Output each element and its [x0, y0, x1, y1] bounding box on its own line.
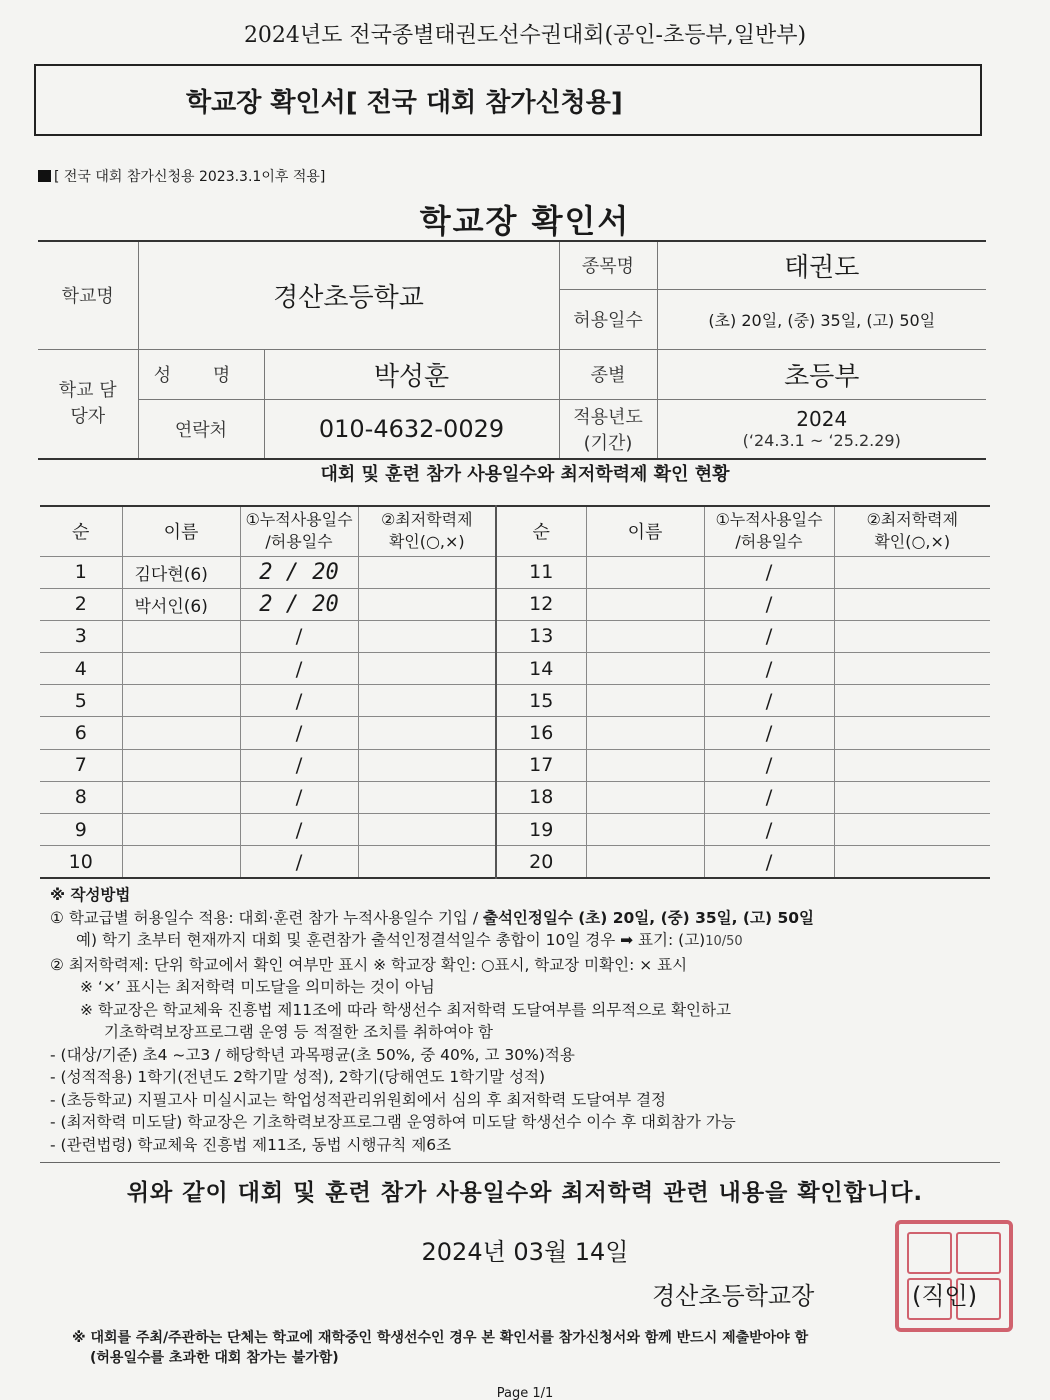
issue-date: 2024년 03월 14일: [421, 1238, 629, 1266]
row-no: 1: [40, 556, 122, 588]
table-row: [40, 846, 990, 878]
row-days: /: [704, 556, 834, 588]
table-row: [40, 781, 990, 813]
sport-value: 태권도: [657, 241, 986, 289]
row-no: 7: [40, 749, 122, 781]
row-days: /: [240, 781, 358, 813]
row-name: [122, 685, 240, 717]
row-check: [834, 588, 990, 620]
allowed-label: 허용일수: [559, 289, 657, 349]
notice: [38, 166, 325, 186]
col-check-line2: 확인(○,×): [388, 532, 465, 552]
row-check: [834, 814, 990, 846]
notice-text: [ 전국 대회 참가신청용 2023.3.1이후 적용]: [54, 169, 326, 185]
col-days: [240, 506, 358, 556]
year-label-line1: 적용년도: [573, 406, 643, 428]
contact-value: 010-4632-0029: [264, 399, 559, 459]
boxed-title-text: 학교장 확인서[ 전국 대회 참가신청용]: [186, 87, 623, 118]
footnote-line-1: ※ 대회를 주최/주관하는 단체는 학교에 재학중인 학생선수인 경우 본 확인서를 참가신청서와 함께 반드시 제출받아야 함: [72, 1330, 809, 1346]
doc-title: 학교장 확인서: [419, 202, 631, 240]
row-check: [358, 781, 496, 813]
col-check-right-line1: ②최저학력제: [866, 510, 959, 530]
col-check: [358, 506, 496, 556]
row-name: 김다현(6): [122, 556, 240, 588]
row-check: [834, 717, 990, 749]
row-check: [358, 556, 496, 588]
row-name: [586, 588, 704, 620]
status-body: [40, 556, 990, 878]
method-line-9: - (초등학교) 지필고사 미실시교는 학업성적관리위원회에서 심의 후 최저학력 도달여부 결정: [50, 1090, 667, 1109]
row-check: [834, 685, 990, 717]
row-name: [122, 749, 240, 781]
col-no-right: 순: [496, 506, 586, 556]
row-no: 8: [40, 781, 122, 813]
row-name: [586, 749, 704, 781]
row-days: /: [240, 814, 358, 846]
division-label: 종별: [559, 349, 657, 399]
table-row: [40, 620, 990, 652]
method-line-5: ※ 학교장은 학교체육 진흥법 제11조에 따라 학생선수 최저학력 도달여부를 의무적으로 확인하고: [80, 1000, 731, 1019]
row-days: 2 / 20: [240, 588, 358, 620]
row-name: [586, 685, 704, 717]
row-check: [358, 814, 496, 846]
row-check: [834, 781, 990, 813]
period-value: (‘24.3.1 ~ ‘25.2.29): [742, 431, 901, 451]
divider: [40, 1162, 1000, 1163]
row-no: 10: [40, 846, 122, 878]
table-row: [40, 653, 990, 685]
page-number: Page 1/1: [496, 1386, 554, 1400]
row-days: /: [704, 749, 834, 781]
row-check: [358, 588, 496, 620]
seal-mark: (직인): [912, 1282, 978, 1310]
row-name: [122, 653, 240, 685]
status-heading: 대회 및 훈련 참가 사용일수와 최저학력제 확인 현황: [320, 464, 730, 485]
row-check: [358, 620, 496, 652]
col-days-line2: /허용일수: [265, 532, 333, 552]
method-line-6: 기초학력보장프로그램 운영 등 적절한 조치를 취하여야 함: [104, 1023, 493, 1041]
allowed-value: (초) 20일, (중) 35일, (고) 50일: [657, 289, 986, 349]
division-value: 초등부: [657, 349, 986, 399]
row-name: [586, 781, 704, 813]
row-days: /: [240, 685, 358, 717]
name-value: 박성훈: [264, 349, 559, 399]
row-no: 14: [496, 653, 586, 685]
row-name: [586, 814, 704, 846]
method-line-11: - (관련법령) 학교체육 진흥법 제11조, 동법 시행규칙 제6조: [50, 1135, 452, 1154]
method-line-10: - (최저학력 미도달) 학교장은 기초학력보장프로그램 운영하여 미도달 학생선수 이수 후 대회참가 가능: [50, 1113, 736, 1131]
contact-label: 연락처: [138, 399, 264, 459]
sport-label: 종목명: [559, 241, 657, 289]
row-days: /: [704, 653, 834, 685]
row-no: 5: [40, 685, 122, 717]
col-days-right-line1: ①누적사용일수: [715, 510, 823, 530]
row-name: [586, 653, 704, 685]
col-check-line1: ②최저학력제: [380, 510, 473, 530]
method-line-2b: 10/50: [705, 934, 743, 949]
row-name: [122, 814, 240, 846]
method-line-8: - (성적적용) 1학기(전년도 2학기말 성적), 2학기(당해연도 1학기말 성적): [50, 1068, 546, 1086]
row-name: [122, 846, 240, 878]
footnote-line-2: (허용일수를 초과한 대회 참가는 불가함): [90, 1350, 339, 1366]
row-no: 20: [496, 846, 586, 878]
year-value: 2024: [796, 407, 848, 432]
row-no: 4: [40, 653, 122, 685]
school-value: 경산초등학교: [138, 241, 559, 349]
square-bullet-icon: [38, 170, 51, 182]
method-line-1a: ① 학교급별 허용일수 적용: 대회·훈련 참가 누적사용일수 기입 /: [50, 908, 483, 927]
col-check-right-line2: 확인(○,×): [874, 532, 951, 552]
info-table: [38, 240, 986, 460]
col-check-right: [834, 506, 990, 556]
name-label: 성 명: [138, 349, 264, 399]
row-days: /: [704, 781, 834, 813]
event-title: 2024년도 전국종별태권도선수권대회(공인-초등부,일반부): [243, 23, 807, 48]
row-check: [358, 653, 496, 685]
row-days: /: [704, 846, 834, 878]
row-no: 16: [496, 717, 586, 749]
row-days: /: [240, 749, 358, 781]
row-check: [834, 653, 990, 685]
status-header-row: [40, 506, 990, 556]
row-check: [358, 685, 496, 717]
row-days: /: [704, 685, 834, 717]
table-row: [40, 749, 990, 781]
row-no: 12: [496, 588, 586, 620]
row-check: [834, 620, 990, 652]
row-days: /: [240, 653, 358, 685]
col-days-line1: ①누적사용일수: [245, 510, 353, 530]
row-name: [122, 717, 240, 749]
row-no: 17: [496, 749, 586, 781]
method-line-3: ② 최저학력제: 단위 학교에서 확인 여부만 표시 ※ 학교장 확인: ○표시, 학교장 미확인: × 표시: [50, 955, 688, 974]
row-name: [586, 620, 704, 652]
row-days: /: [704, 588, 834, 620]
col-days-right: [704, 506, 834, 556]
row-no: 3: [40, 620, 122, 652]
row-no: 13: [496, 620, 586, 652]
method-line-1b: 출석인정일수 (초) 20일, (중) 35일, (고) 50일: [482, 908, 815, 927]
row-name: [586, 556, 704, 588]
confirm-statement: 위와 같이 대회 및 훈련 참가 사용일수와 최저학력 관련 내용을 확인합니다.: [126, 1180, 924, 1206]
table-row: [40, 814, 990, 846]
row-days: /: [704, 717, 834, 749]
row-no: 2: [40, 588, 122, 620]
boxed-title: [34, 64, 982, 136]
row-no: 19: [496, 814, 586, 846]
method-line-1: [50, 907, 990, 930]
row-name: [586, 846, 704, 878]
table-row: [40, 556, 990, 588]
col-name-right: 이름: [586, 506, 704, 556]
row-check: [358, 846, 496, 878]
year-label-line2: (기간): [583, 432, 633, 454]
row-no: 6: [40, 717, 122, 749]
status-table: [40, 505, 990, 879]
footnote: [72, 1328, 1002, 1368]
row-days: /: [704, 814, 834, 846]
method-line-2a: 예) 학기 초부터 현재까지 대회 및 훈련참가 출석인정결석일수 총합이 10일 경우 ➡ 표기: (고): [76, 931, 706, 949]
method-title: ※ 작성방법: [50, 886, 131, 904]
row-no: 15: [496, 685, 586, 717]
school-label: 학교명: [38, 241, 138, 349]
year-label: [559, 399, 657, 459]
row-days: 2 / 20: [240, 556, 358, 588]
row-check: [834, 749, 990, 781]
year-cell: [657, 399, 986, 459]
row-no: 11: [496, 556, 586, 588]
principal-name: 경산초등학교장: [652, 1282, 815, 1310]
row-days: /: [240, 846, 358, 878]
row-no: 9: [40, 814, 122, 846]
row-name: 박서인(6): [122, 588, 240, 620]
writing-method: [50, 884, 990, 1156]
table-row: [40, 717, 990, 749]
row-days: /: [240, 620, 358, 652]
col-days-right-line2: /허용일수: [735, 532, 803, 552]
row-check: [358, 749, 496, 781]
method-line-2: [50, 929, 990, 954]
row-name: [122, 620, 240, 652]
col-name: 이름: [122, 506, 240, 556]
row-name: [586, 717, 704, 749]
row-days: /: [240, 717, 358, 749]
row-check: [358, 717, 496, 749]
row-check: [834, 846, 990, 878]
row-no: 18: [496, 781, 586, 813]
table-row: [40, 588, 990, 620]
row-check: [834, 556, 990, 588]
method-line-7: - (대상/기준) 초4 ~고3 / 해당학년 과목평균(초 50%, 중 40%, 고 30%)적용: [50, 1045, 575, 1064]
col-no: 순: [40, 506, 122, 556]
row-name: [122, 781, 240, 813]
method-line-4: ※ ‘×’ 표시는 최저학력 미도달을 의미하는 것이 아님: [80, 978, 435, 996]
row-days: /: [704, 620, 834, 652]
manager-label: 학교 담당자: [38, 349, 138, 459]
table-row: [40, 685, 990, 717]
